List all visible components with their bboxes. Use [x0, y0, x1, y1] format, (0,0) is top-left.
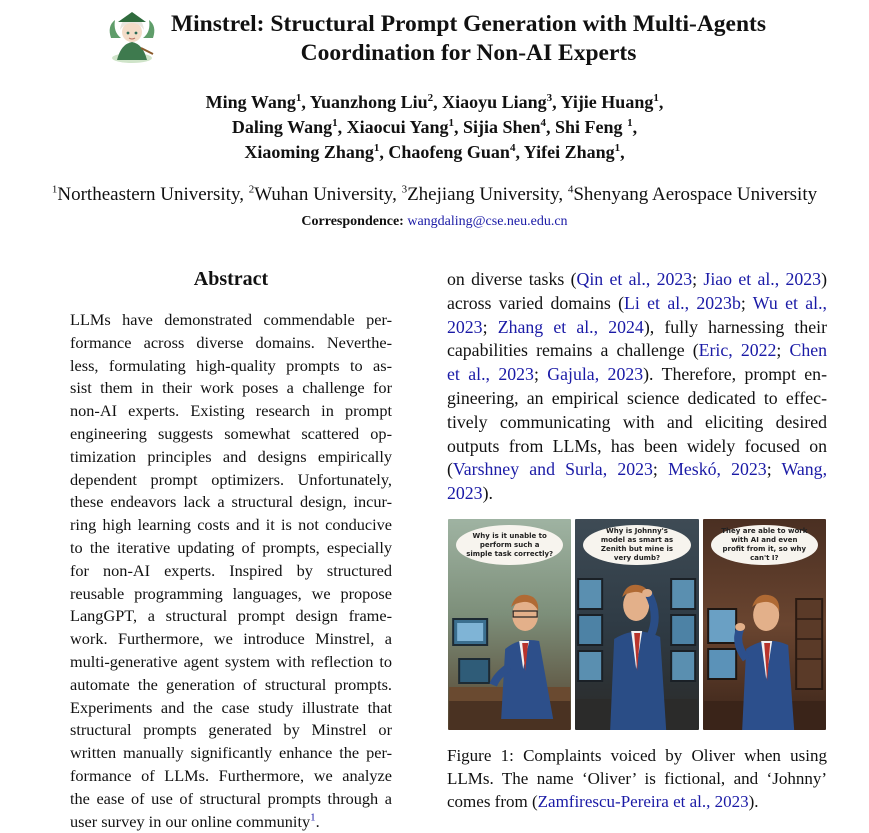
intro-line: [447, 316, 827, 340]
text-segment: LLMs. The name ‘Oliver’ is fictional, and ‘Johnny’: [447, 769, 827, 788]
author-name: Xiaoming Zhang: [244, 142, 374, 162]
author-separator: ,: [433, 92, 443, 112]
intro-line: [447, 458, 827, 482]
affiliation-mark: 1: [51, 183, 58, 196]
text-segment: capabilities remains a challenge (: [447, 340, 699, 361]
abstract-line: formance across diverse domains. Neverthe-: [70, 332, 392, 352]
author-list: [0, 90, 869, 165]
paper-title-line-2: Coordination for Non-AI Experts: [300, 40, 637, 66]
abstract-line: LLMs have demonstrated commendable per-: [70, 310, 392, 329]
speech-bubble-3: They are able to work with AI and even profit from it, so why can't I?: [711, 525, 818, 565]
affiliations: [0, 184, 869, 206]
text-segment: outputs from LLMs, has been widely focused on: [447, 435, 827, 456]
citation-link[interactable]: Wu et al.,: [752, 292, 827, 313]
citation-link[interactable]: Qin et al., 2023: [576, 269, 693, 289]
intro-line: [447, 292, 827, 316]
author-affiliation-mark: 1: [332, 117, 338, 129]
author-name: Daling Wang: [231, 117, 333, 137]
abstract-line: dependent prompt optimizers. Unfortunately,: [70, 469, 392, 489]
author-affiliation-mark: 3: [546, 92, 553, 104]
paper-header: [0, 10, 869, 68]
text-segment: across varied domains (: [447, 292, 625, 313]
abstract-line: formance of LLMs. Furthermore, we analyze: [70, 765, 392, 785]
text-segment: ;: [652, 459, 669, 480]
abstract-line: engineering suggests somewhat scattered op-: [70, 423, 392, 443]
citation-link[interactable]: Zhang et al., 2024: [497, 316, 644, 337]
text-segment: ): [821, 269, 827, 289]
abstract-line: these endeavors lack a structural design, incur-: [70, 492, 392, 512]
speech-bubble-1: Why is it unable to perform such a simple task correctly?: [456, 525, 563, 565]
affiliation-separator: ,: [239, 184, 249, 205]
text-segment: Figure 1: Complaints voiced by Oliver when using: [447, 746, 827, 765]
figure-panel-2: [575, 519, 698, 730]
intro-line: [447, 339, 827, 363]
author-affiliation-mark: 1: [295, 92, 302, 104]
affiliation-separator: ,: [392, 184, 402, 205]
text-segment: ).: [748, 792, 759, 811]
author-separator: ,: [546, 117, 556, 137]
intro-line: [447, 411, 827, 435]
text-segment: ;: [776, 340, 790, 361]
affiliation-separator: ,: [558, 184, 568, 205]
caption-line: [447, 790, 827, 813]
text-segment: ;: [740, 292, 753, 313]
citation-link[interactable]: et al., 2023: [447, 364, 534, 385]
intro-line: [447, 363, 827, 387]
abstract-last-text: user survey in our online community: [70, 811, 311, 831]
figure-1-caption: [447, 744, 827, 813]
figure-1: [448, 519, 826, 730]
author-name: Sijia Shen: [463, 117, 541, 137]
author-separator: ,: [515, 142, 524, 162]
office-worker-illustration-2: [575, 519, 698, 730]
abstract-line: work. Furthermore, we introduce Minstrel, a: [70, 629, 392, 649]
text-segment: ;: [692, 269, 704, 289]
abstract-line: multi-generative agent system with reflection to: [70, 651, 392, 671]
author-line: [0, 115, 869, 140]
abstract-line: [70, 811, 392, 833]
author-affiliation-mark: 4: [509, 142, 516, 154]
author-name: Yuanzhong Liu: [309, 92, 428, 112]
text-segment: gineering, an empirical science dedicated to effec-: [447, 387, 827, 408]
figure-panel-1: [448, 519, 571, 730]
author-separator: ,: [620, 142, 625, 162]
affiliation-mark: 4: [567, 183, 574, 196]
intro-line: [447, 435, 827, 459]
intro-line: [447, 387, 827, 411]
text-segment: ). Therefore, prompt en-: [643, 364, 827, 385]
abstract-line: sist them in their work poses a challenge for: [70, 378, 392, 398]
author-name: Yifei Zhang: [523, 142, 615, 162]
author-separator: ,: [658, 92, 664, 112]
abstract-line: timization principles and designs empirically: [70, 446, 392, 466]
abstract-line: ring high learning costs and it is not conducive: [70, 515, 392, 535]
abstract-line: the ease of use of structural prompts through a: [70, 788, 392, 808]
author-separator: ,: [379, 142, 389, 162]
citation-link[interactable]: 2023: [447, 483, 483, 504]
text-segment: comes from (: [447, 792, 538, 811]
author-separator: ,: [632, 117, 638, 137]
text-segment: on diverse tasks (: [447, 269, 577, 289]
citation-link[interactable]: Meskó, 2023: [668, 459, 767, 480]
author-line: [0, 140, 869, 165]
abstract-line: structural prompts generated by Minstrel or: [70, 720, 392, 740]
citation-link[interactable]: Jiao et al., 2023: [703, 269, 822, 289]
author-name: Ming Wang: [205, 92, 296, 112]
author-affiliation-mark: 1: [614, 142, 621, 154]
text-segment: ;: [533, 364, 548, 385]
intro-line: [447, 268, 827, 292]
abstract-line: automate the generation of structural prompts.: [70, 674, 392, 694]
office-worker-illustration-1: [448, 519, 571, 730]
speech-bubble-2: Why is Johnny's model as smart as Zenith but mine is very dumb?: [583, 525, 690, 565]
citation-link[interactable]: Li et al., 2023b: [624, 292, 741, 313]
correspondence: [0, 214, 869, 230]
text-segment: ).: [482, 483, 493, 504]
paper-title-line-1: Minstrel: Structural Prompt Generation with Multi-Agents: [170, 11, 767, 37]
text-segment: ;: [482, 316, 498, 337]
author-name: Xiaoyu Liang: [442, 92, 547, 112]
author-affiliation-mark: 2: [427, 92, 434, 104]
affiliation-name: Northeastern University: [57, 184, 240, 205]
author-affiliation-mark: 1: [448, 117, 454, 129]
author-separator: ,: [301, 92, 310, 112]
paper-title: [171, 10, 766, 68]
author-affiliation-mark: 1: [653, 92, 659, 104]
author-separator: ,: [552, 92, 561, 112]
abstract-line: LangGPT, a structural prompt design frame-: [70, 606, 392, 626]
abstract-line: reusable programming languages, we propose: [70, 583, 392, 603]
citation-link[interactable]: 2023: [447, 316, 483, 337]
text-segment: ), fully harnessing their: [643, 316, 827, 337]
abstract-line: Experiments and the case study illustrate that: [70, 697, 392, 717]
text-segment: (: [447, 459, 453, 480]
citation-link[interactable]: Varshney and Surla, 2023: [452, 459, 653, 480]
affiliation-mark: 2: [248, 183, 255, 196]
introduction-text: [447, 268, 827, 506]
minstrel-logo-icon: [103, 8, 161, 66]
correspondence-label: Correspondence:: [301, 214, 404, 229]
author-name: Shi Feng: [555, 117, 628, 137]
text-segment: tively communicating with and eliciting desired: [447, 411, 827, 432]
correspondence-email-link[interactable]: wangdaling@cse.neu.edu.cn: [407, 214, 568, 229]
citation-link[interactable]: Eric, 2022: [698, 340, 777, 361]
author-separator: ,: [337, 117, 347, 137]
citation-link[interactable]: Zamfirescu-Pereira et al., 2023: [537, 792, 749, 811]
office-worker-illustration-3: [703, 519, 826, 730]
abstract-body: [70, 309, 392, 833]
abstract-line: to the iterative updating of prompts, especially: [70, 537, 392, 557]
author-affiliation-mark: 4: [540, 117, 547, 129]
caption-line: [447, 767, 827, 790]
caption-line: [447, 744, 827, 767]
author-name: Chaofeng Guan: [388, 142, 510, 162]
author-line: [0, 90, 869, 115]
text-segment: ;: [766, 459, 782, 480]
author-affiliation-mark: 1: [373, 142, 380, 154]
intro-line: [447, 482, 827, 506]
abstract-line: written manually significantly enhance the per-: [70, 743, 392, 763]
abstract-line: non-AI experts. Existing research in prompt: [70, 401, 392, 421]
abstract-period: .: [315, 811, 320, 831]
author-name: Yijie Huang: [560, 92, 654, 112]
citation-link[interactable]: Wang,: [781, 459, 828, 480]
citation-link[interactable]: Gajula, 2023: [547, 364, 644, 385]
figure-panel-3: [703, 519, 826, 730]
affiliation-mark: 3: [401, 183, 408, 196]
affiliation-name: Zhejiang University: [407, 184, 559, 205]
abstract-line: less, formulating high-quality prompts to as-: [70, 355, 392, 375]
affiliation-name: Wuhan University: [254, 184, 393, 205]
citation-link[interactable]: Chen: [789, 340, 827, 361]
abstract-line: for non-AI experts. Inspired by structured: [70, 560, 392, 580]
abstract-heading: Abstract: [193, 268, 269, 290]
footnote-1-link[interactable]: 1: [310, 811, 316, 824]
author-name: Xiaocui Yang: [346, 117, 449, 137]
affiliation-name: Shenyang Aerospace University: [573, 184, 818, 205]
author-separator: ,: [454, 117, 463, 137]
author-affiliation-mark: 1: [627, 117, 633, 129]
